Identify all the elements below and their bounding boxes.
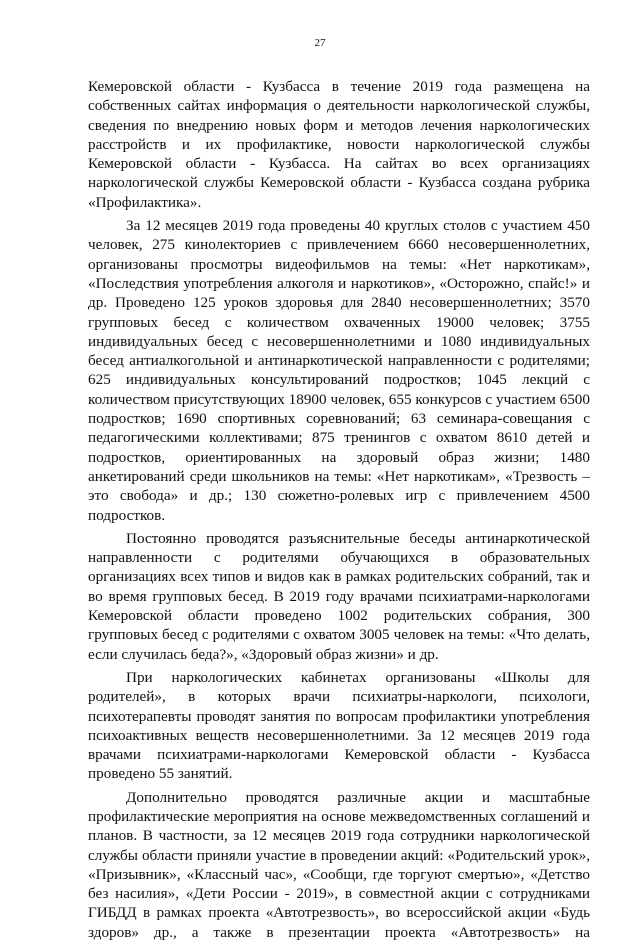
paragraph-5: Дополнительно проводятся различные акции и масштабные профилактические мероприятия на основе межведомственных соглашений и планов. В частности, за 12 месяцев 2019 года сотрудники наркологической службы области приняли участие в проведении акций: «Родительский урок», «Призывник», «Классный час», «Сообщи, где торгуют смертью», «Детство без насилия», «Дети России - 2019», в совместной акции с сотрудниками ГИБДД в рамках проекта «Автотрезвость», во всероссийской акции «Будь здоров» др., а также в презентации проекта «Автотрезвость» на xyxy=(88,788,590,941)
paragraph-3: Постоянно проводятся разъяснительные беседы антинаркотической направленности с родителями обучающихся в образовательных организациях всех типов и видов как в рамках родительских собраний, так и во время групповых бесед. В 2019 году врачами психиатрами-наркологами Кемеровской области проведено 1002 родительских собрания, 300 групповых бесед с родителями с охватом 3005 человек на темы: «Что делать, если случилась беда?», «Здоровый образ жизни» и др. xyxy=(88,529,590,663)
paragraph-1: Кемеровской области - Кузбасса в течение 2019 года размещена на собственных сайтах информация о деятельности наркологической службы, сведения по внедрению новых форм и методов лечения наркологических расстройств и их профилактике, новости наркологической службы Кемеровской области - Кузбасса. На сайтах во всех организациях наркологической службы Кемеровской области - Кузбасса создана рубрика «Профилактика». xyxy=(88,78,590,211)
page-number: 27 xyxy=(314,37,326,49)
paragraph-4: При наркологических кабинетах организованы «Школы для родителей», в которых врачи психиатры-наркологи, психологи, психотерапевты проводят занятия по вопросам профилактики употребления психоактивных веществ несовершеннолетними. За 12 месяцев 2019 года врачами психиатрами-наркологами Кемеровской области - Кузбасса проведено 55 занятий. xyxy=(88,668,590,783)
paragraph-2: За 12 месяцев 2019 года проведены 40 круглых столов с участием 450 человек, 275 кинолекториев с привлечением 6660 несовершеннолетних, организованы просмотры видеофильмов на темы: «Нет наркотикам», «Последствия употребления алкоголя и наркотиков», «Осторожно, спайс!» и др. Проведено 125 уроков здоровья для 2840 несовершеннолетних; 3570 групповых бесед с количеством охваченных 19000 человек; 3755 индивидуальных бесед с несовершеннолетними и 1080 индивидуальных бесед антиалкогольной и антинаркотической направленности с родителями; 625 индивидуальных консультирований подростков; 1045 лекций с количеством присутствующих 18900 человек, 655 конкурсов с участием 6500 подростков; 1690 спортивных соревнований; 63 семинара-совещания с педагогическими коллективами; 875 тренингов с охватом 8610 детей и подростков, ориентированных на здоровый образ жизни; 1480 анкетирований среди школьников на темы: «Нет наркотикам», «Трезвость – это свобода» и др.; 130 сюжетно-ролевых игр с привлечением 4500 подростков. xyxy=(88,217,590,524)
document-body xyxy=(88,77,590,946)
